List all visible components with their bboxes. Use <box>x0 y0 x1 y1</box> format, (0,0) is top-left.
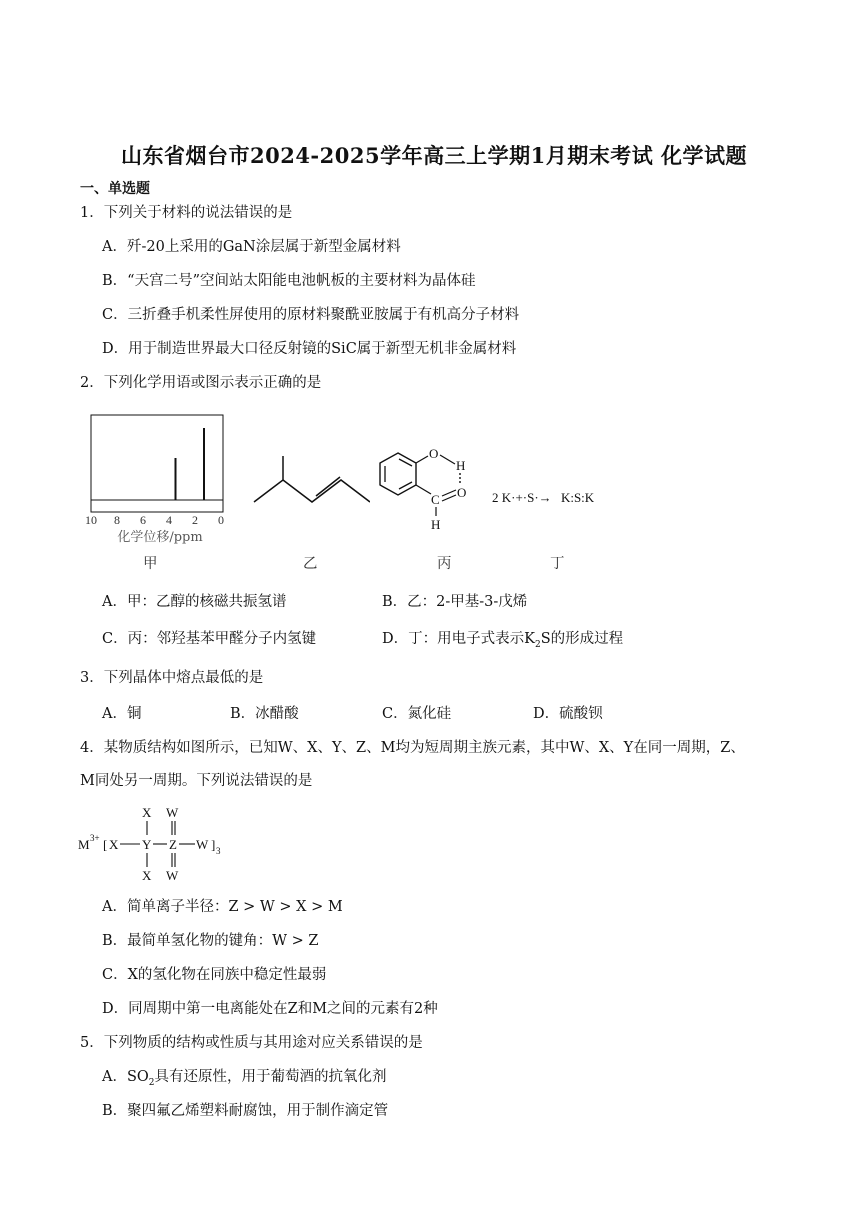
svg-text:]: ] <box>211 837 216 852</box>
skeletal-structure-figure <box>250 450 370 510</box>
nmr-tick-label: 10 <box>85 513 97 527</box>
section-heading: 一、单选题 <box>80 181 150 197</box>
q4-option-a: A．简单离子半径：Z > W > X > M <box>102 899 343 915</box>
equation-right: K:S:K <box>560 490 595 505</box>
q1-stem: 1．下列关于材料的说法错误的是 <box>80 205 293 221</box>
figure-label-bing: 丙 <box>437 556 452 572</box>
struct-x-top: X <box>142 805 152 820</box>
nmr-tick-label: 6 <box>140 513 146 527</box>
q4-option-c: C．X的氢化物在同族中稳定性最弱 <box>102 967 327 983</box>
equation-left: 2 K·+·S·→ <box>492 490 552 505</box>
formula-subscript: 2 <box>148 1077 155 1088</box>
atom-o-carbonyl: O <box>457 485 467 500</box>
q1-option-b: B．“天宫二号”空间站太阳能电池帆板的主要材料为晶体硅 <box>102 273 476 289</box>
q3-stem: 3．下列晶体中熔点最低的是 <box>80 670 264 686</box>
q4-structure-diagram <box>78 803 238 883</box>
svg-text:[: [ <box>103 837 108 852</box>
struct-w-bottom: W <box>166 868 179 883</box>
q2-option-c: C．丙：邻羟基苯甲醛分子内氢键 <box>102 631 317 647</box>
q1-option-d: D．用于制造世界最大口径反射镜的SiC属于新型无机非金属材料 <box>102 341 517 357</box>
formula-subscript: 2 <box>534 639 541 650</box>
atom-h-aldehyde: H <box>431 517 441 532</box>
q5-option-a-prefix: A．SO <box>102 1069 149 1085</box>
figure-label-ding: 丁 <box>550 556 565 572</box>
nmr-tick-label: 8 <box>114 513 120 527</box>
q3-option-a: A．铜 <box>102 706 142 722</box>
atom-h-hydroxyl: H <box>456 458 466 473</box>
q4-option-d: D．同周期中第一电离能处在Z和M之间的元素有2种 <box>102 1001 438 1017</box>
q3-option-b: B．冰醋酸 <box>230 706 299 722</box>
atom-c-aldehyde: C <box>431 492 440 507</box>
struct-w-top: W <box>166 805 179 820</box>
struct-m: M <box>78 837 90 852</box>
formula-s: S <box>540 631 551 647</box>
q4-stem-line2: M同处另一周期。下列说法错误的是 <box>80 773 313 789</box>
struct-w-right: W <box>196 837 209 852</box>
nmr-tick-label: 2 <box>192 513 198 527</box>
formula-k: K <box>524 631 535 647</box>
figure-label-yi: 乙 <box>303 556 318 572</box>
q2-option-a: A．甲：乙醇的核磁共振氢谱 <box>102 594 287 610</box>
q5-option-a <box>102 1069 387 1089</box>
struct-x-bottom: X <box>142 868 152 883</box>
struct-charge: 3+ <box>90 833 100 843</box>
q1-option-a: A．歼-20上采用的GaN涂层属于新型金属材料 <box>102 239 401 255</box>
q1-option-c: C．三折叠手机柔性屏使用的原材料聚酰亚胺属于有机高分子材料 <box>102 307 520 323</box>
page-title: 山东省烟台市2024-2025学年高三上学期1月期末考试 化学试题 <box>120 143 748 168</box>
electron-formation-equation <box>492 490 594 506</box>
atom-o-hydroxyl: O <box>429 446 439 461</box>
struct-count: 3 <box>216 846 221 856</box>
q2-option-d <box>382 631 623 651</box>
q5-option-b: B．聚四氟乙烯塑料耐腐蚀，用于制作滴定管 <box>102 1103 389 1119</box>
salicylaldehyde-structure-figure <box>376 445 476 535</box>
struct-y: Y <box>142 837 152 852</box>
struct-x-left: X <box>109 837 119 852</box>
q3-option-c: C．氮化硅 <box>382 706 452 722</box>
nmr-tick-label: 0 <box>218 513 224 527</box>
q2-option-b: B．乙：2-甲基-3-戊烯 <box>382 594 528 610</box>
nmr-tick-label: 4 <box>166 513 172 527</box>
q5-stem: 5．下列物质的结构或性质与其用途对应关系错误的是 <box>80 1035 423 1051</box>
q2-stem: 2．下列化学用语或图示表示正确的是 <box>80 375 322 391</box>
q4-stem-line1: 4．某物质结构如图所示，已知W、X、Y、Z、M均为短周期主族元素，其中W、X、Y在同一周期，Z、 <box>80 740 745 756</box>
q2-option-d-prefix: D．丁：用电子式表示 <box>382 631 525 647</box>
nmr-spectrum-figure <box>80 408 240 548</box>
nmr-axis-label: 化学位移/ppm <box>117 530 203 545</box>
q5-option-a-suffix: 具有还原性，用于葡萄酒的抗氧化剂 <box>154 1069 387 1085</box>
q4-option-b: B．最简单氢化物的键角：W > Z <box>102 933 319 949</box>
struct-z: Z <box>169 837 177 852</box>
q3-option-d: D．硫酸钡 <box>533 706 603 722</box>
figure-label-jia: 甲 <box>143 556 158 572</box>
q2-option-d-suffix: 的形成过程 <box>550 631 624 647</box>
